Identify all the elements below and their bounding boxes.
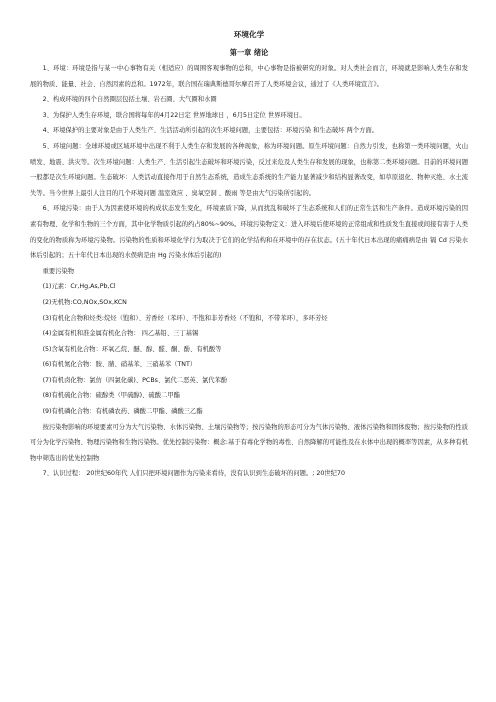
list-item: (7)有机卤化物：氯仿（四氯化碳)、PCBs、氯代二恶英、氯代苯酚 bbox=[42, 376, 228, 384]
paragraph-environment-definition: 1、环境：环境是指与某一中心事物有关（相适应）的周围客观事物的总和，中心事物是指被研究的对象。对人类社会而言，环境就是影响人类生存和发展的物质、能量、社会、自然因素的总和。1972年，联合国在瑞典斯德哥尔摩召开了人类环境会议，通过了《人类环境宣言》。 bbox=[30, 65, 468, 88]
document-title: 环境化学 bbox=[233, 30, 265, 39]
paragraph-environmental-pollution: 6、环境污染：由于人为因素使环境的构成状态发生变化，环境素质下降，从而扰乱和破坏了生态系统和人们的正常生活和生产条件。造成环境污染的因素有物理、化学和生物的三个方面，其中化学物质引起的约占80%~90%。环境污染物定义：进入环境后使环境的正常组成和性质发生直接或间接有害于人类的变化的物质称为环境污染物。污染物的性质和环境化学行为取决于它们的化学结构和在环境中的存在状态。(五十年代日本出现的痛痛病是由 镉 Cd 污染水体后引起的；五十年代日本出现的水俣病是由 Hg 污染水体后引起的) bbox=[30, 205, 468, 260]
list-item: (3)有机化合物和烃类:烷烃（饱和）、芳香烃（苯环）、不饱和非芳香烃（不饱和，不带苯环），多环芳烃 bbox=[42, 314, 328, 322]
chapter-heading: 第一章 绪论 bbox=[229, 48, 269, 57]
list-item: (2)无机物:CO,NOx,SOx,KCN bbox=[42, 298, 127, 306]
paragraph-environment-days: 3、为保护人类生存环境，联合国将每年的4月22日定 世界地球日 ，6月5日定位 世界环境日。 bbox=[42, 111, 306, 119]
pollutant-list-heading: 重要污染物 bbox=[42, 267, 75, 275]
list-item: (4)金属有机和准金属有机化合物： 四乙基铅、三丁基锡 bbox=[42, 330, 199, 338]
paragraph-pollutant-classification: 按污染物影响的环境要素可分为大气污染物、水体污染物、土壤污染物等；按污染物的形态可分为气体污染物、液体污染物和固体废物；按污染物的性质可分为化学污染物、物理污染物和生物污染物。优先控制污染物：概念:基于有毒化学物的毒性、自然降解的可能性及在水体中出现的概率等因素，从多种有机物中筛选出的优先控制物 bbox=[30, 423, 468, 462]
list-item: (5)含氧有机化合物：环氧乙烷、醚、醇、醛、酮、酚、有机酸等 bbox=[42, 345, 222, 353]
paragraph-protection-objects: 4、环境保护的主要对象是由于人类生产、生活活动所引起的次生环境问题，主要包括：环境污染 和生态破坏 两个方面。 bbox=[42, 127, 379, 135]
pollutant-list bbox=[30, 279, 468, 419]
list-item: (8)有机硫化合物：硫醇类（甲硫醇)、硫酸二甲酯 bbox=[42, 392, 180, 400]
paragraph-cognition-process: 7、认识过程： 20世纪60年代 人们只把环境问题作为污染来看待，没有认识到生态破坏的问题。; 20世纪70 bbox=[42, 470, 345, 478]
list-item: (9)有机磷化合物：有机磷农药、磷酸二甲酯、磷酸三乙酯 bbox=[42, 408, 203, 416]
paragraph-environmental-problems: 5、环境问题：全球环境或区域环境中出现不利于人类生存和发展的各种现象，称为环境问题。原生环境问题：自然力引发，也称第一类环境问题，火山喷发、地震、洪灾等。次生环境问题：人类生产、生活引起生态破坏和环境污染，反过来危及人类生存和发展的现象，也称第二类环境问题。目前的环境问题一般都是次生环境问题。生态破坏：人类活动直接作用于自然生态系统，造成生态系统的生产能力显著减少和结构显著改变，如草原退化、物种灭绝、水土流失等。当今世界上最引人注目的几个环境问题 温室效应 、臭氧空洞 、酸雨 等是由大气污染所引起的。 bbox=[30, 142, 468, 197]
list-item: (1)元素：Cr,Hg,As,Pb,Cl bbox=[42, 283, 116, 291]
list-item: (6)有机氮化合物：胺、腈、硝基苯、三硝基苯（TNT） bbox=[42, 361, 197, 369]
paragraph-natural-spheres: 2、构成环境的四个自然圈层包括土壤、岩石圈、大气圈和水圈 bbox=[42, 96, 217, 104]
